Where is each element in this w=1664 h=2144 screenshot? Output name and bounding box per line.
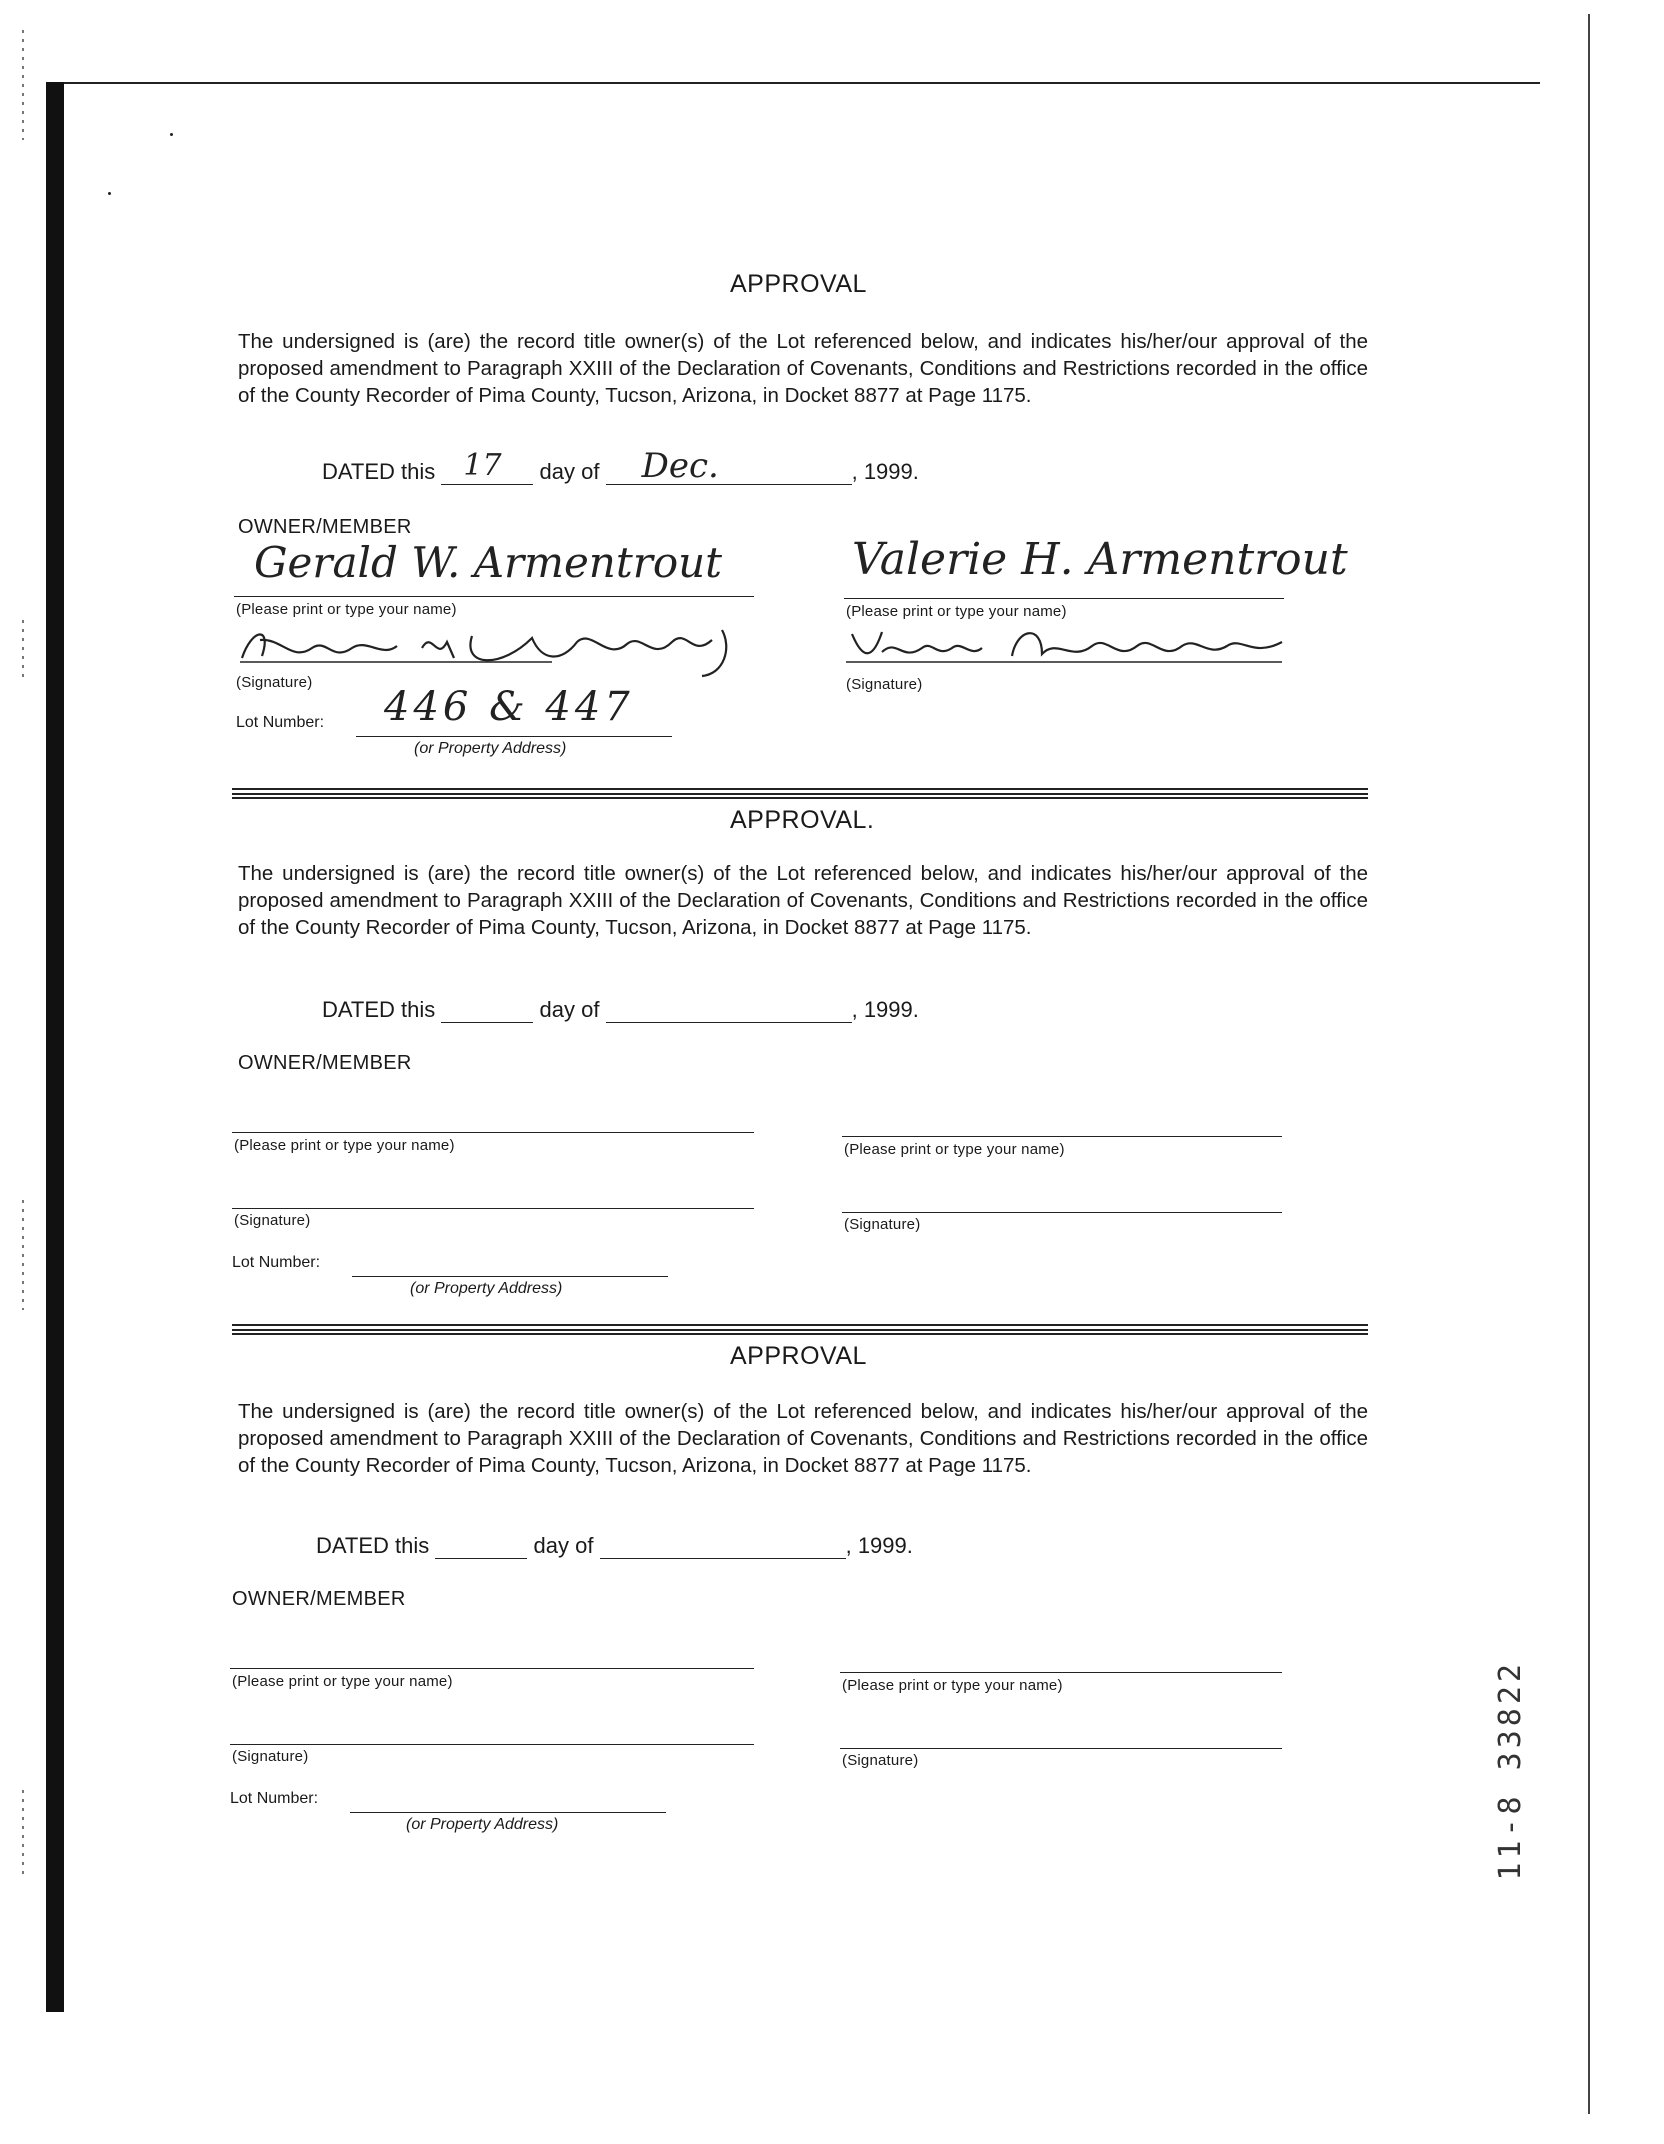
owner-member-label: OWNER/MEMBER: [238, 1052, 412, 1074]
property-address-caption: (or Property Address): [410, 1280, 563, 1297]
day-of-label: day of: [539, 459, 600, 484]
owner1-signature-caption: (Signature): [232, 1748, 309, 1765]
owner1-name-line[interactable]: [230, 1668, 754, 1669]
month-field[interactable]: [606, 996, 852, 1023]
lot-number-line[interactable]: [350, 1812, 666, 1813]
lot-number-label: Lot Number:: [230, 1790, 319, 1807]
scan-speck: [108, 192, 111, 195]
day-field[interactable]: [441, 996, 533, 1023]
owner2-signature-image: [842, 618, 1302, 678]
owner1-signature-line[interactable]: [230, 1744, 754, 1745]
owner2-name-caption: (Please print or type your name): [844, 1141, 1065, 1158]
owner1-name-handwritten: Gerald W. Armentrout: [254, 538, 723, 587]
month-field[interactable]: [600, 1532, 846, 1559]
owner2-signature-caption: (Signature): [842, 1752, 919, 1769]
day-handwritten: 17: [463, 448, 502, 483]
dated-prefix: DATED this: [322, 997, 436, 1022]
top-border-line: [52, 82, 1540, 84]
month-handwritten: Dec.: [641, 446, 719, 486]
owner2-name-caption: (Please print or type your name): [842, 1677, 1063, 1694]
day-of-label: day of: [539, 997, 600, 1022]
dated-line: [316, 1532, 913, 1559]
day-field[interactable]: [435, 1532, 527, 1559]
property-address-caption: (or Property Address): [406, 1816, 559, 1833]
owner1-signature-caption: (Signature): [234, 1212, 311, 1229]
owner-member-label: OWNER/MEMBER: [232, 1588, 406, 1610]
dated-prefix: DATED this: [316, 1533, 430, 1558]
section-divider: [232, 1324, 1368, 1335]
section-divider: [232, 788, 1368, 799]
day-of-label: day of: [533, 1533, 594, 1558]
recording-stamp: 11-8 33822: [1493, 1660, 1528, 1881]
lot-number-label: Lot Number:: [232, 1254, 321, 1271]
owner2-signature-line[interactable]: [840, 1748, 1282, 1749]
approval-paragraph: The undersigned is (are) the record title owner(s) of the Lot referenced below, and indicates his/her/our approval of the proposed amendment to Paragraph XXIII of the Declaration of Covenants, Conditions and Restrictions recorded in the office of the County Recorder of Pima County, Tucson, Arizona, in Docket 8877 at Page 1175.: [238, 862, 1368, 939]
dated-line: [322, 446, 919, 486]
day-field[interactable]: [441, 448, 533, 485]
owner2-name-caption: (Please print or type your name): [846, 603, 1067, 620]
year-label: , 1999.: [845, 1533, 913, 1558]
owner2-name-line[interactable]: [842, 1136, 1282, 1137]
year-label: , 1999.: [851, 459, 919, 484]
owner-member-label: OWNER/MEMBER: [238, 516, 412, 538]
approval-section-1: [0, 266, 1664, 806]
owner1-name-caption: (Please print or type your name): [234, 1137, 455, 1154]
year-label: , 1999.: [851, 997, 919, 1022]
section-title: APPROVAL: [730, 270, 867, 298]
section-title: APPROVAL.: [730, 806, 875, 834]
owner2-name-line[interactable]: [844, 598, 1284, 599]
scan-dots: [22, 30, 24, 140]
lot-number-handwritten: 446 & 447: [384, 684, 634, 730]
dated-prefix: DATED this: [322, 459, 436, 484]
dated-line: [322, 996, 919, 1023]
approval-paragraph: The undersigned is (are) the record title owner(s) of the Lot referenced below, and indicates his/her/our approval of the proposed amendment to Paragraph XXIII of the Declaration of Covenants, Conditions and Restrictions recorded in the office of the County Recorder of Pima County, Tucson, Arizona, in Docket 8877 at Page 1175.: [238, 330, 1368, 407]
owner1-name-line[interactable]: [234, 596, 754, 597]
owner2-signature-line[interactable]: [842, 1212, 1282, 1213]
owner1-signature-caption: (Signature): [236, 674, 313, 691]
owner1-name-caption: (Please print or type your name): [236, 601, 457, 618]
property-address-caption: (or Property Address): [414, 740, 567, 757]
owner1-signature-image: [232, 618, 772, 678]
owner2-signature-caption: (Signature): [846, 676, 923, 693]
scan-speck: [170, 133, 173, 136]
owner1-name-caption: (Please print or type your name): [232, 1673, 453, 1690]
approval-section-2: [0, 802, 1664, 1342]
approval-paragraph: The undersigned is (are) the record title owner(s) of the Lot referenced below, and indicates his/her/our approval of the proposed amendment to Paragraph XXIII of the Declaration of Covenants, Conditions and Restrictions recorded in the office of the County Recorder of Pima County, Tucson, Arizona, in Docket 8877 at Page 1175.: [238, 1400, 1368, 1477]
owner1-signature-line[interactable]: [232, 1208, 754, 1209]
lot-number-line[interactable]: [356, 736, 672, 737]
approval-section-3: [0, 1338, 1664, 1878]
lot-number-label: Lot Number:: [236, 714, 325, 731]
owner2-name-handwritten: Valerie H. Armentrout: [852, 534, 1348, 585]
owner2-name-line[interactable]: [840, 1672, 1282, 1673]
section-title: APPROVAL: [730, 1342, 867, 1370]
owner1-name-line[interactable]: [232, 1132, 754, 1133]
lot-number-line[interactable]: [352, 1276, 668, 1277]
month-field[interactable]: [606, 446, 852, 486]
owner2-signature-caption: (Signature): [844, 1216, 921, 1233]
